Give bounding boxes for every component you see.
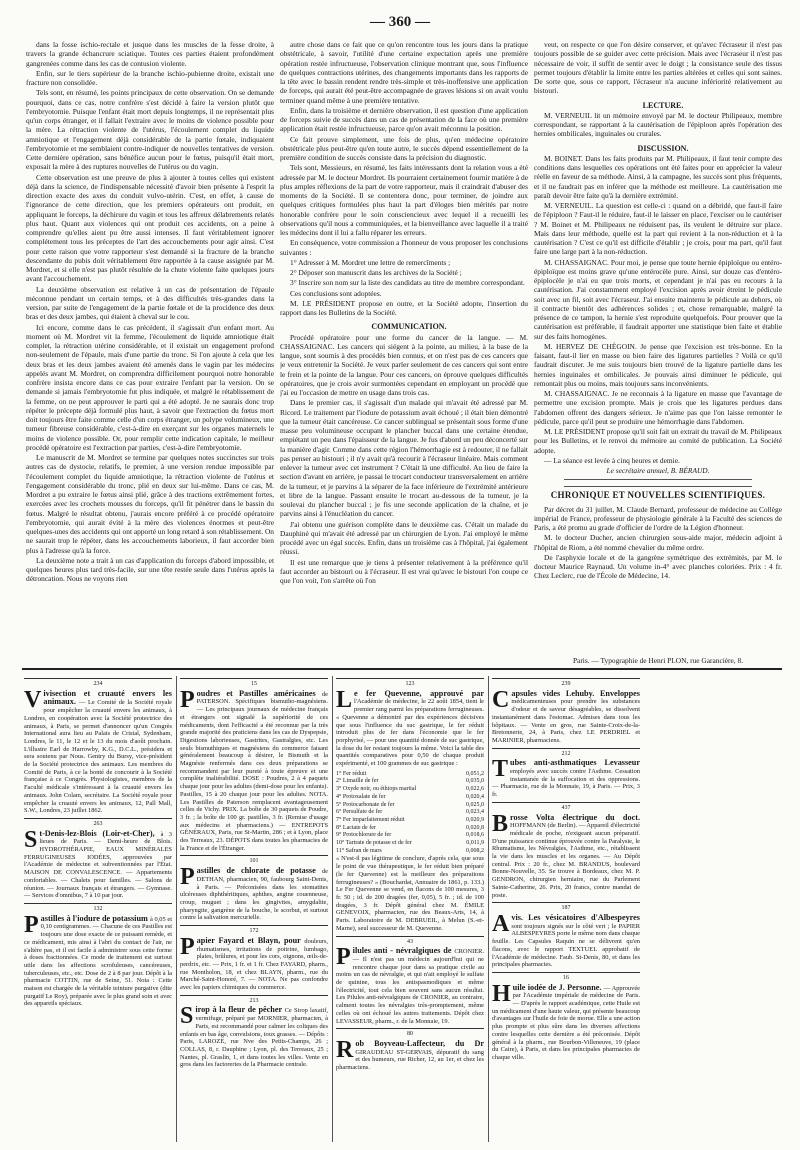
ad-number: 437 bbox=[561, 804, 571, 811]
table-cell: 2° Limaille de fer bbox=[336, 778, 379, 785]
table-cell: 9° Protochlorure de fer bbox=[336, 832, 392, 839]
paragraph: Il est une remarque que je tiens à présenter relativement à la préférence qu'il faut accorder au bistouri ou à l'écraseur. Il est vrai qu'avec le bistouri l'on coupe ce que l'on voit, l'on s'arrête où l'on bbox=[280, 557, 528, 585]
ad-title: rosse Volta électrique du doct. bbox=[510, 812, 640, 822]
ad-title: uile iodée de J. Personne. bbox=[512, 982, 604, 992]
drop-cap: T bbox=[492, 756, 509, 783]
paragraph: M. LE PRÉSIDENT propose qu'il soit fait un extrait du travail de M. Philipeaux pour les Bulletins, et le renvoi du mémoire au comité de publication. La Société adopte. bbox=[534, 427, 782, 455]
table-row bbox=[336, 786, 484, 794]
column-separator bbox=[176, 676, 177, 1142]
table-cell: 0,020,9 bbox=[466, 816, 484, 823]
table-cell: 1° Fer réduit bbox=[336, 770, 367, 777]
ad-number: 16 bbox=[563, 974, 569, 981]
section-heading: DISCUSSION. bbox=[637, 143, 689, 153]
table-cell: 5° Protocarbonate de fer bbox=[336, 801, 395, 808]
table-cell: 0,025,0 bbox=[466, 801, 484, 808]
ad-number: 43 bbox=[407, 938, 413, 945]
ad-rule bbox=[492, 678, 640, 679]
table-row bbox=[336, 840, 484, 848]
article-column-2 bbox=[280, 40, 528, 670]
ad-title: apsules vides Lehuby. Enveloppes bbox=[511, 688, 640, 698]
advertisement bbox=[336, 686, 484, 768]
ad-column-4 bbox=[492, 676, 640, 1142]
advertisement bbox=[492, 910, 640, 969]
drop-cap: B bbox=[492, 810, 509, 837]
paragraph: Ces conclusions sont adoptées. bbox=[290, 288, 382, 298]
paragraph: J'ai obtenu une guérison complète dans le deuxième cas. C'était un malade du Dauphiné qui m'avait été adressé par un chirurgien de Lyon. J'ai employé le même procédé avec un égal succès. Enfin, dans un troisième cas à l'hôpital, j'ai également réussi. bbox=[280, 519, 528, 557]
ad-body: douleurs, rhumatismes, irritations de poitrine, lumbago, plaies, brûlures, et pour les cors, oignons, œils-de-perdrix, etc. — Prix, 1 fr. et 1 fr. Chez FAYARD, pharm., rue Montholon, 18, et chez BLAYN, pharm., rue du Marché-Saint-Honoré, 7. — NOTA. Ne pas confondre avec les papiers chimiques du commerce. bbox=[180, 937, 328, 992]
drop-cap: A bbox=[492, 910, 510, 937]
ad-title: astilles à l'iodure de potassium bbox=[40, 913, 150, 923]
drop-cap: L bbox=[336, 686, 353, 713]
paragraph: Enfin, sur le tiers supérieur de la branche ischio-pubienne droite, existait une fracture non consolidée. bbox=[26, 68, 274, 87]
ad-title: e fer Quevenne, approuvé par bbox=[354, 688, 484, 698]
section-heading: LECTURE. bbox=[642, 100, 684, 110]
ad-title: irop à la fleur de pêcher bbox=[195, 1005, 285, 1015]
paragraph: Cette observation est une preuve de plus à ajouter à toutes celles qui existent déjà dans la science, de l'indispensable nécessité d'avoir bien présente à l'esprit la direction exacte des axes du conduit vulvo-utérin. C'est, en effet, à cause de l'ignorance de cette direction, que les premiers opérateurs ont produit, en appliquant le forceps, la déchirure du vagin et tous les affreux délabrements relatés plus haut. Quant aux violences qui ont produit ces accidents, on a peine à comprendre qu'elles aient pu être aussi intenses. Il faut véritablement ignorer complétement tous les préceptes de l'art des accouchements pour agir ainsi. C'est pour cette raison que votre rapporteur s'est demandé si la fracture de la branche descendante du pubis doit véritablement être rapportée à la cause assignée par M. Mordret, et si elle n'est pas plutôt résultée de la chute violente faite quelques jours avant l'accouchement. bbox=[26, 172, 274, 284]
table-row bbox=[336, 778, 484, 786]
table-row bbox=[336, 832, 484, 840]
paragraph: Ce fait prouve simplement, une fois de plus, qu'en médecine opératoire obstétricale plus peut-être qu'en toute autre, le succès dépend essentiellement de la première condition de succès consiste dans la précision du diagnostic. bbox=[280, 134, 528, 162]
ad-title: oudres et Pastilles américaines bbox=[196, 688, 322, 698]
ad-body: HOFFMANN (de Berlin). — Appareil d'électricité médicale de poche, n'exigeant aucun préparatif. D'une puissance continue éprouvée contre la Paralysie, le Rhumatisme, les Névralgies, l'Asthme, etc., rétablissent la vie dans les muscles et les organes. — Au Dépôt central. Prix : 20 fr., chez M. BRANDUS, boulevard Bonne-Nouvelle, 35. Se trouve à Bordeaux, chez M. P. GENDRON, chirurgien herniaire, rue du Parlement Sainte-Catherine, 26. Prix, 20 francs, contre mandat de poste. bbox=[492, 822, 640, 899]
table-cell: 8° Lactate de fer bbox=[336, 824, 376, 831]
advertisement bbox=[24, 686, 172, 815]
ad-column-3 bbox=[336, 676, 484, 1142]
table-cell: 0,018,6 bbox=[466, 832, 484, 839]
paragraph: M. HERVEZ DE CHÉGOIN. Je pense que l'excision est très-bonne. En la faisant, faut-il lier en masse ou bien faire des ligatures partielles ? Voilà ce qu'il faudrait discuter. Je me suis toujours bien trouvé de la ligature partielle dans les hernies inguinales et ombilicales. Je pouvais ainsi diminuer le pédicule, qui remontait plus ou moins, mais toujours sans inconvénients. bbox=[534, 341, 782, 388]
table-cell: 11° Safran de mars bbox=[336, 847, 382, 854]
article-column-1 bbox=[26, 40, 274, 670]
drop-cap: P bbox=[24, 911, 39, 938]
ad-rule bbox=[180, 925, 328, 926]
imprint-line: Paris. — Typographie de Henri PLON, rue Garancière, 8. bbox=[572, 656, 744, 665]
signature: Le secrétaire annuel, B. BÉRAUD. bbox=[606, 466, 710, 475]
ad-title: vis. Les vésicatoires d'Albespeyres bbox=[511, 912, 640, 922]
table-cell: 4° Protoxalate de fer bbox=[336, 793, 386, 800]
ad-body: à 3 lieues de Paris. — Demi-heure de Blois. HYDROTHÉRAPIE, EAUX MINÉRALES FERRUGINEUSES IODÉES, approuvées par l'Académie de médecine et subventionnées par l'État. MAISON DE CONVALESCENCE. — Appartements confortables. — Chalets pour familles. — Salons de réunion. — Journaux français et étrangers. — Gymnase. — Services d'omnibus, 7 à 10 par jour. bbox=[24, 830, 172, 900]
paragraph: La deuxième observation est relative à un cas de présentation de l'épaule méconnue pendant un certain temps, et à des difficultés très-grandes dans la version, par suite de l'engagement de la partie fœtale et de la procidence des deux bras et des deux jambes, qui étaient à cheval sur le cou. bbox=[26, 284, 274, 322]
ad-rule bbox=[492, 802, 640, 803]
table-cell: 0,020,8 bbox=[466, 824, 484, 831]
ad-rule bbox=[336, 678, 484, 679]
column-separator bbox=[488, 676, 489, 1142]
paragraph: M. VERNEUIL lit un mémoire envoyé par M. le docteur Philipeaux, membre correspondant, se rapportant à la cautérisation de l'épiploon après l'opération des hernies ombilicales, inguinales ou crurales. bbox=[534, 110, 782, 139]
ad-number: 123 bbox=[405, 681, 415, 687]
table-cell: 6° Persulfate de fer bbox=[336, 809, 383, 816]
ad-rule bbox=[336, 936, 484, 937]
table-cell: 0,011,9 bbox=[466, 840, 484, 847]
paragraph: M. CHASSAIGNAC. Je ne reconnais à la ligature en masse que l'avantage de permettre une excision prompte. Mais je crois que les ligatures perdues dans l'abdomen offrent des dangers sérieux. Je n'aime pas que l'on laisse remonter le pédicule, parce qu'il peut se produire une hémorrhagie dans l'abdomen. bbox=[534, 389, 782, 426]
ad-body: l'Académie de médecine, le 22 août 1854, tient le premier rang parmi les préparations ferrugineuses. « Quevenne a démontré par des expériences décisives que sous l'influence du suc gastrique, le fer réduit introduit plus de fer dans l'économie que le fer porphyrisé, — pour une quantité donnée de suc gastrique, la dose du fer restant toujours la même. Voici la table des quantités comparatives pour 0,50 de chaque produit expérimenté, et 100 grammes de suc gastrique : bbox=[336, 698, 484, 768]
ad-body: de DETHAN, pharmacien, 90, faubourg Saint-Denis, à Paris. — Préconisées dans les stomatites ulcéreuses diphthéritiques, aphthes, angine couenneuse, croup, muguet ; dans les gingivites, amygdalite, pharyngite, gangrène de la bouche, le scorbut, et surtout contre la salivation mercurielle. bbox=[180, 868, 328, 922]
ad-number: 172 bbox=[249, 928, 259, 935]
paragraph: M. le docteur Ducher, ancien chirurgien sous-aide major, médecin adjoint à l'hôpital de Riom, a été nommé chevalier du même ordre. bbox=[534, 533, 782, 552]
paragraph: En conséquence, votre commission a l'honneur de vous proposer les conclusions suivantes : bbox=[280, 238, 528, 257]
section-heading: COMMUNICATION. bbox=[371, 322, 447, 332]
ad-body: à 0,05 et 0,10 centigrammes. — Chacune de ces Pastilles est toujours une dose exacte de ce puissant remède, et ce médicament, mis ainsi à l'abri du contact de l'air, ne s'altère pas, et il est facile à administrer sous cette forme à doses fractionnées. Ce mode de traitement est surtout utile dans les affections scrofuleuses, cancéreuses, tuberculeuses, etc., etc. Dose de 2 à 8 par jour. Dépôt à la pharmacie COTTIN, rue de Seine, 51. Nota : Cette maison est chargée de la véritable teinture purgative (dite purgatif Le Roy), préparée avec le plus grand soin et avec des appareils spéciaux. bbox=[24, 915, 172, 1008]
ad-number: 101 bbox=[249, 858, 259, 865]
paragraph: Le manuscrit de M. Mordret se termine par quelques notes succinctes sur trois autres cas de dystocie, relatifs, le premier, à une version rendue impossible par l'écoulement complet du liquide amniotique, la rétraction violente de l'utérus et l'engagement considérable du tronc, plié en deux sur lui-même. Dans ce cas, M. Mordret a pu extraire le fœtus ainsi plié, grâce à des tractions extrêmement fortes, exercées avec les crochets mousses du forceps, qu'il fit pénétrer dans le bassin du fœtus. Malgré le résultat obtenu, j'aurais encore préféré à ce procédé opératoire l'embryotomie, qui aurait évité à la mère des violences énormes et peut-être quelques-unes des accidents qui ont apporté un long retard à son rétablissement. On ne saurait trop le répéter, dans les accouchements laborieux, il faut accorder bien plus à l'adresse qu'à la force. bbox=[26, 453, 274, 555]
advertisement bbox=[492, 810, 640, 900]
paragraph: autre chose dans ce fait que ce qu'on rencontre tous les jours dans la pratique obstétricale, à savoir, l'utilité d'une certaine expectation après une première opération restée infructueuse, l'observation clinique montrant que, sous l'influence de quelques contractions utérines, des changements importants dans les rapports de la tête avec le bassin rendent rendre très-simple et très-inoffensive une application de forceps, qui aurait été peut-être accompagnée de graves lésions si on avait voulu terminer quand même à une première tentative. bbox=[280, 40, 528, 105]
paragraph: — La séance est levée à cinq heures et demie. bbox=[544, 455, 680, 465]
paragraph: dans la fosse ischio-rectale et jusque dans les muscles de la fesse droite, à travers la grande échancrure sciatique. Toutes ces parties étaient profondément gangrenées comme dans les cas de contusion violente. bbox=[26, 40, 274, 68]
paragraph: Ici encore, comme dans le cas précédent, il s'agissait d'un enfant mort. Au moment où M. Mordret vit la femme, l'écoulement de liquide amniotique était complet, la rétraction utérine considérable, et il existait un engagement profond non-seulement de l'épaule, mais d'une partie du tronc. Si l'on ajoute à cela que les deux bras et les deux jambes avaient été amenés dans le vagin par les médecins appelés avant M. Mordret, on comprendra difficilement pourquoi notre honorable confrère insista encore dans ce cas pour extraire l'enfant par la version. On se demande si jamais l'embryotomie fut plus indiquée, et malgré le rétablissement de la femme, on ne peut approuver le parti qui a été adopté. Je ne saurais donc trop répéter le précepte déjà formulé plus haut, à savoir que l'extraction du fœtus mort doit toujours être faite comme celle d'un corps étranger, un polype volumineux, une tumeur fibreuse considérable, c'est-à-dire en exerçant sur les organes maternels le moins de violence possible. Or, pour remplir cette indication capitale, le meilleur procédé opératoire est l'extraction par parties, c'est-à-dire l'embryotomie. bbox=[26, 322, 274, 452]
table-cell: 0,008,2 bbox=[466, 847, 484, 854]
ad-number: 239 bbox=[561, 681, 571, 687]
ad-body: « N'est-il pas légitime de conclure, d'après cela, que sous le point de vue thérapeutique, le fer réduit bien préparé (le fer Quevenne) est la meilleure des préparations ferrugineuses? » (Bouchardat, Annuaire de 1861, p. 133.) Le Fer Quevenne se vend, en flacons de 100 mesures, 3 fr. 50 ; id. de 200 dragées (fer, 0,05), 5 fr. ; id. de 100 dragées, 3 fr. Dépôt général chez M. ÉMILE GENEVOIX, pharmacien, rue des Beaux-Arts, 14, à Paris. Laboratoire de M. DEBRUEIL, à Melun (S.-et-Marne), seul successeur de M. Quevenne. bbox=[336, 855, 484, 932]
paragraph: Procédé opératoire pour une forme du cancer de la langue. — M. CHASSAIGNAC. Les cancers qui siégent à la pointe, au milieu, à la base de la langue, sont soumis à des procédés bien connus, et on n'est pas de ces cancers que je veux entretenir la Société. Je veux parler seulement de ces cancers qui sont entre le frein et la pointe de la langue. Pour ces cancers, on éprouve quelques difficultés opératoires, que je crois avoir surmontées cependant en employant un procédé que j'ai eu l'occasion de mettre en usage dans trois cas. bbox=[280, 332, 528, 397]
table-cell: 0,023,4 bbox=[466, 809, 484, 816]
ad-title: ivisection et cruauté envers les animaux. bbox=[43, 688, 172, 707]
ad-rule bbox=[180, 995, 328, 996]
ad-rule bbox=[492, 972, 640, 973]
ad-column-2 bbox=[180, 676, 328, 1142]
ad-body: — Approuvée par l'Académie impériale de médecine de Paris. — D'après le rapport académique, cette Huile est un médicament d'une haute valeur, qui présente beaucoup d'avantages sur l'huile de foie de morue. Elle a une action plus prompte et plus sûre dans les diverses affections contre lesquelles cette dernière a été préconisée. Dépôt général à la pharm., rue Bourbon-Villeneuve, 19 (place du Caire), à Paris, et dans les principales pharmacies de chaque ville. bbox=[492, 984, 640, 1061]
ad-number: 263 bbox=[93, 820, 103, 827]
advertisement bbox=[336, 855, 484, 932]
drop-cap: P bbox=[180, 686, 195, 713]
ad-body: Ce Sirop laxatif, vermifuge, préparé par MORNIER, pharmacien, à Paris, est recommandé pour calmer les coliques des enfants en bas âge, convulsions, toux grasses. — Dépôts : Paris, LAROZE, rue Nve des Petits-Champs, 26 ; COLLAS, 8, r. Dauphine ; Lyon, pl. des Terreaux, 25 ; Nantes, pl. Graslin, 1, et dans toutes les villes. Vente en gros dans les factoreries de la Pharmacie centrale. bbox=[180, 1007, 328, 1069]
ad-body: médicamenteuses pour prendre les substances d'odeur et de saveur désagréables, se dissolvent instantanément dans l'estomac. Admises dans tous les hôpitaux. — Vente en gros, rue Sainte-Croix-de-la-Bretonnerie, 24, à Paris, chez LE PERDRIEL et MARINIER, pharmaciens. bbox=[492, 698, 640, 744]
paragraph: 2° Déposer son manuscrit dans les archives de la Société ; bbox=[290, 268, 462, 277]
ad-body: employés avec succès contre l'Asthme. Cessation instantanée de la suffocation et des oppressions. — Pharmacie, rue de la Monnaie, 19, à Paris. — Prix, 3 fr. bbox=[492, 768, 640, 799]
ad-number: 234 bbox=[93, 681, 103, 687]
ad-rule bbox=[336, 1028, 484, 1029]
advertisement bbox=[180, 686, 328, 853]
ad-body: de PATERSON. Spécifiques bismutho-magnésiens. — Les principaux journaux de médecine français et étrangers ont signalé la supériorité de ces médicaments, dont l'efficacité a été reconnue par la très grande majorité des praticiens dans les cas de Dyspepsie, Digestions laborieuses, Gastrites, Gastralgies, etc. Les seuls bismuthiques et magnésiens du commerce faisant généralement beaucoup à désirer, le Bismuth et la Magnésie renfermés dans ces deux préparations se recommandent par leur pureté à toute épreuve et une complète inaltérabilité. DOSE : Poudres, 2 à 4 paquets chaque jour pour les adultes (demi-dose pour les enfants). Pastilles, 15 à 20 chaque jour pour les adultes. NOTA. Les Pastilles de Paterson remplacent avantageusement celles de Vichy. PRIX. La boîte de 30 paquets de Poudre, 3 fr. ; la boîte de 100 gr. pastilles, 3 fr. (Remise d'usage aux médecins et pharmaciens.) — ENTREPOTS GÉNÉRAUX, Paris, rue St-Martin, 286 ; et à Lyon, place des Terreaux, 23. DÉPOTS dans toutes les pharmacies de la France et de l'Étranger. bbox=[180, 690, 328, 852]
drop-cap: V bbox=[24, 686, 42, 713]
ad-number: 212 bbox=[561, 750, 571, 757]
page-number: — 360 — bbox=[370, 14, 430, 30]
advertisement bbox=[180, 933, 328, 992]
drop-cap: S bbox=[180, 1003, 194, 1030]
ad-rule bbox=[492, 902, 640, 903]
table-cell: 0,022,6 bbox=[466, 786, 484, 793]
advertisement bbox=[492, 756, 640, 799]
paragraph: M. BOINET. Dans les faits produits par M. Philipeaux, il faut tenir compte des conditions dans lesquelles ces opérations ont été faites pour en apprécier la valeur réelle en faveur de sa méthode. Ainsi, à la campagne, les succès sont plus fréquents, et il ne faudrait pas en inférer que la méthode est meilleure. La cautérisation me paraît devoir être faite qu'à la dernière extrémité. bbox=[534, 153, 782, 200]
ad-rule bbox=[24, 678, 172, 679]
paragraph: La deuxième note a trait à un cas d'application du forceps d'abord impossible, et quelques heures plus tard très-facile, sur une tête restée seule dans l'utérus après la détroncation. Nous ne voyons rien bbox=[26, 555, 274, 584]
ad-rule bbox=[24, 818, 172, 819]
drop-cap: S bbox=[24, 826, 38, 853]
chronique-heading: CHRONIQUE ET NOUVELLES SCIENTIFIQUES. bbox=[550, 490, 766, 501]
ad-column-1 bbox=[24, 676, 172, 1142]
ad-number: 80 bbox=[407, 1031, 413, 1038]
advertisement bbox=[336, 944, 484, 1025]
table-cell: 3° Oxyde noir, ou éthiops martial bbox=[336, 786, 417, 793]
table-row bbox=[336, 848, 484, 856]
advertisement bbox=[180, 1003, 328, 1069]
paragraph: Tels sont, en résumé, les points principaux de cette observation. On se demande pourquoi, dans ce cas, notre confrère s'est décidé à faire la version plutôt que l'embryotomie. Puisque l'enfant était mort depuis longtemps, il ne représentait plus qu'un corps étranger, et il fallait l'extraire avec le moins de violence possible pour la mère. La rétraction violente de l'utérus, l'écoulement complet du liquide amniotique et l'engagement déjà considérable de la partie fœtale, indiquaient l'embryotomie et me semblaient contre-indiquer de nouvelles tentatives de version. Cette dernière opération, sans bénéfice aucun pour le fœtus, puisqu'il était mort, exposait la mère à des ruptures nouvelles de l'utérus ou du vagin. bbox=[26, 88, 274, 172]
article-column-3 bbox=[534, 40, 782, 670]
ornament-rule bbox=[564, 479, 752, 487]
ad-body: sont toujours signés sur le côté vert ; le PAPIER ALBESPEYRES porte le même nom dans chaque feuille. Les Capsules Raquin ne se délivrent qu'en flacons, avec le rapport TEXTUEL approbatif de l'Académie de médecine. Faub. St-Denis, 80, et dans les principales pharmacies. bbox=[492, 922, 640, 969]
ad-title: ob Boyveau-Laffecteur, du Dr bbox=[355, 1038, 484, 1048]
advertisement-divider bbox=[22, 668, 782, 670]
ad-body: GIRAUDEAU ST-GERVAIS, dépuratif du sang et des humeurs, rue Richer, 12, au 1er, et chez les pharmaciens. bbox=[336, 1048, 484, 1072]
ad-title: t-Denis-lez-Blois (Loir-et-Cher), bbox=[39, 828, 161, 838]
column-separator bbox=[332, 676, 333, 1142]
advertisement bbox=[24, 826, 172, 900]
drop-cap: P bbox=[336, 944, 351, 971]
paragraph: Tels sont, Messieurs, en résumé, les faits intéressants dont la relation vous a été adressée par M. le docteur Mordret. Ils pourraient certainement fournir matière à de plus amples réflexions de la part de votre rapporteur, mais il craindrait d'abuser des moments de la Société. Il se contentera donc, pour terminer, de joindre aux quelques critiques formulées plus haut la part d'éloges bien mérités par notre honorable confrère pour le soin consciencieux avec lequel il a recueilli les observations qu'il nous a communiquées, et la bienveillance avec laquelle il a traité les médecins dont il lui a fallu réparer les erreurs. bbox=[280, 163, 528, 237]
advertisement bbox=[492, 980, 640, 1062]
ad-number: 187 bbox=[561, 905, 571, 912]
advertisement bbox=[24, 911, 172, 1008]
table-cell: 0,035,0 bbox=[466, 778, 484, 785]
ad-rule bbox=[180, 855, 328, 856]
advertisement bbox=[180, 864, 328, 922]
ad-title: apier Fayard et Blayn, pour bbox=[196, 935, 305, 945]
drop-cap: P bbox=[180, 864, 195, 891]
ad-number: 132 bbox=[93, 905, 103, 912]
advertisement bbox=[336, 1036, 484, 1072]
table-row bbox=[336, 809, 484, 817]
ad-body: — Le Comité de la Société royale pour empêcher la cruauté envers les animaux, à Londres, en coopération avec la Société protectrice des animaux, à Paris, se permet d'annoncer qu'un Congrès International aura lieu au Palais de Cristal, Sydenham, Londres, le 11, le 12 et le 13 du mois d'août prochain. L'illustre Earl de Harrowby, K.G., D.C.L., présidera et sera soutenu par Nous. Gentry du Bursy, vice-président de la Société protectrice des animaux. Les membres du Comité de Paris, à ce la bonté de concourir à la Société française à ce Congrès. Physiologistes, membres de la Faculté médicale s'intéressant à la cruauté envers les animaux. John Colam, secrétaire. La Société royale pour empêcher la cruauté envers les animaux, 12, Pall Mall, S.W., Londres, 23 juillet 1862. bbox=[24, 699, 172, 815]
paragraph: M. CHASSAIGNAC. Pour moi, je pense que toute hernie épiploïque ou entéro-épiploïque est moins grave qu'une entérocèle pure. Ainsi, sur douze cas d'entéro-épiplocèle je n'ai eu que trois morts, et cependant je n'ai pas eu recours à la cautérisation. J'ai constamment employé l'excision après avoir étreint le pédicule soit avec un fil, soit avec l'écraseur. J'ai ensuite maintenu le pédicule au dehors, où il contracte bientôt des adhérences solides ; et, chose remarquable, malgré la présence de ce tampon, la hernie s'est reproduite quelquefois. Pour prouver que la cautérisation est préférable, il faudrait apporter une statistique bien faite et établie sur des faits homogènes. bbox=[534, 257, 782, 341]
table-cell: 7° Fer imparfaitement réduit bbox=[336, 816, 405, 823]
table-row bbox=[336, 794, 484, 802]
ad-title: ubes anti-asthmatiques Levasseur bbox=[510, 758, 640, 768]
table-cell: 0,020,4 bbox=[466, 793, 484, 800]
drop-cap: C bbox=[492, 686, 510, 713]
drop-cap: R bbox=[336, 1036, 354, 1063]
paragraph: 3° Inscrire son nom sur la liste des candidats au titre de membre correspondant. bbox=[290, 278, 525, 288]
paragraph: veut, on respecte ce que l'on désire conserver, et qu'avec l'écraseur il n'est pas toujours possible de se guider avec cette précision. Mais avec l'écraseur il n'est pas nécessaire de voir, il suffit de sentir avec le doigt ; la consistance seule des tissus permet toujours d'établir la limite entre les parties altérées et celles qui sont saines. De sorte que, sous ce rapport, l'écraseur n'a aucune infériorité relativement au bistouri. bbox=[534, 40, 782, 96]
paragraph: Dans le premier cas, il s'agissait d'un malade qui m'avait été adressé par M. Ricord. Le traitement par l'iodure de potassium avait échoué ; il était bien démontré que la tumeur était cancéreuse. Ce cancer sublingual se présentait sous forme d'une masse peu volumineuse occupant le plancher buccal dans une certaine étendue, empiétant un peu dans l'épaisseur de la langue. Je fus d'abord un peu déconcerté sur la manière d'agir. Comme dans cette région l'hémorrhagie est à redouter, il ne fallait pas penser au bistouri ; il n'y avait qu'à recourir à l'écraseur linéaire. Mais comment enlever la tumeur avec cet instrument ? C'était là une difficulté. Au lieu de faire la section d'avant en arrière, je passai le trocart conducteur transversalement en arrière de la tumeur, et je parvins à la séparer de la face inférieure de l'extrémité antérieure et libre de la langue. Passant ensuite le trocart au-dessous de la tumeur, je la soulevai du plancher buccal ; je fis une seconde application de la chaîne, et je parvins ainsi à l'énucléation du cancer. bbox=[280, 398, 528, 519]
paragraph: De l'asphyxie locale et de la gangrène symétrique des extrémités, par M. le docteur Maurice Raynaud. Un volume in-4° avec planches coloriées. Prix : 4 fr. Chez Leclerc, rue de l'École de Médecine, 14. bbox=[534, 552, 782, 581]
drop-cap: H bbox=[492, 980, 511, 1007]
iron-comparison-table bbox=[336, 771, 484, 856]
ad-number: 213 bbox=[249, 997, 259, 1004]
ad-body: CRONIER. — Il n'est pas un médecin aujourd'hui qui ne rencontre chaque jour dans sa pratique civile au moins un cas de névralgie, et qui n'ait employé le sulfate de quinine, tous les antispasmodiques et même l'électricité, tout cela bien souvent sans aucun résultat. Les Pilules anti-névralgiques de CRONIER, au contraire, calment toutes les névralgies très-promptement, même celles où ont échoué les autres traitements. Dépôt chez LEVASSEUR, pharm., r. de la Monnaie, 19. bbox=[336, 948, 484, 1025]
advertisement bbox=[492, 686, 640, 745]
ad-title: ilules anti - névralgiques de bbox=[352, 946, 455, 956]
ad-number: 15 bbox=[251, 681, 257, 687]
paragraph: M. VERNEUIL. La question est celle-ci : quand on a débridé, que faut-il faire de l'épiploon ? Faut-il le réduire, faut-il le laisser en place, l'exciser ou le cautériser ? M. Boinet et M. Philipeaux ne réduisent pas, ils veulent le détruire sur place. Mais dans leur méthode, quelle est la part qui revient à la non-réduction et à la cautérisation ? C'est ce qu'il est difficile d'établir ; je crois, pour ma part, qu'il faut faire une large part à la non-réduction. bbox=[534, 201, 782, 257]
ad-title: astilles de chlorate de potasse bbox=[196, 866, 322, 876]
table-cell: 10° Tartrate de potasse et de fer bbox=[336, 840, 412, 847]
ad-rule bbox=[492, 748, 640, 749]
paragraph: M. LE PRÉSIDENT propose en outre, et la Société adopte, l'insertion du rapport dans les Bulletins de la Société. bbox=[280, 298, 528, 317]
ad-rule bbox=[24, 903, 172, 904]
ad-rule bbox=[180, 678, 328, 679]
table-cell: 0,051,2 bbox=[466, 770, 484, 777]
paragraph: Par décret du 31 juillet, M. Claude Bernard, professeur de médecine au Collège impérial de France, professeur de physiologie générale à la Faculté des sciences de Paris, a été promu au grade d'officier de l'ordre de la Légion d'honneur. bbox=[534, 504, 782, 532]
drop-cap: P bbox=[180, 933, 195, 960]
paragraph: Enfin, dans la troisième et dernière observation, il est question d'une application de forceps suivie de succès dans un cas de présentation de la face où une première application était restée infructueuse, parce qu'on avait méconnu la position. bbox=[280, 105, 528, 134]
table-row bbox=[336, 817, 484, 825]
paragraph: 1° Adresser à M. Mordret une lettre de remercîments ; bbox=[290, 257, 451, 267]
